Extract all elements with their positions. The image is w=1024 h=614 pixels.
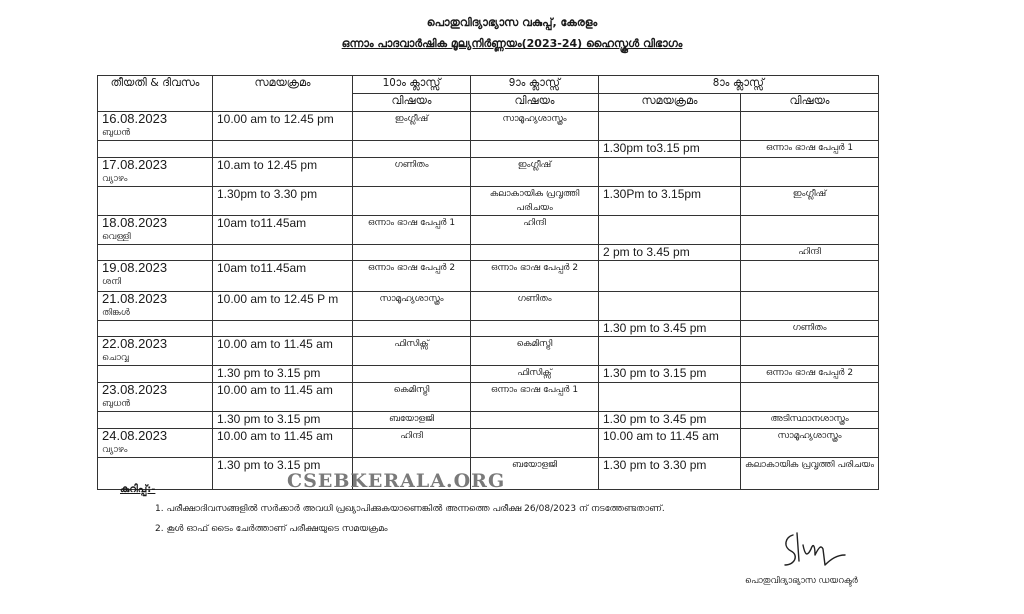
cell-day: ബുധൻ — [102, 399, 131, 409]
cell-time-8: 1.30 pm to 3.45 pm — [599, 321, 741, 337]
cell-day: തിങ്കൾ — [102, 308, 130, 318]
cell-subject-10: ഒന്നാം ഭാഷ പേപ്പർ 2 — [353, 261, 471, 292]
cell-subject-9 — [471, 429, 599, 458]
cell-day: ചൊവ്വ — [102, 353, 129, 363]
header-date-day: തീയതി & ദിവസം — [98, 76, 213, 112]
cell-time: 10.00 am to 11.45 am — [213, 383, 353, 412]
cell-time-8 — [599, 292, 741, 321]
cell-date: 22.08.2023 — [102, 336, 168, 351]
cell-subject-10: സാമൂഹ്യശാസ്ത്രം — [353, 292, 471, 321]
cell-time: 10.00 am to 12.45 pm — [213, 112, 353, 141]
cell-subject-9 — [471, 141, 599, 158]
table-row — [98, 412, 879, 429]
cell-subject-8: കലാകായിക പ്രവൃത്തി പരിചയം — [741, 458, 879, 490]
note-1: 1. പരീക്ഷാദിവസങ്ങളിൽ സർക്കാർ അവധി പ്രഖ്യാപിക്കുകയാണെങ്കിൽ അന്നത്തെ പരീക്ഷ 26/08/2023 ന് നടത്തേണ്ടതാണ്. — [155, 504, 665, 514]
cell-time: 10.00 am to 11.45 am — [213, 429, 353, 458]
cell-time-8: 1.30 pm to 3.30 pm — [599, 458, 741, 490]
cell-subject-8: ഇംഗ്ലീഷ് — [741, 187, 879, 216]
cell-subject-10: ഇംഗ്ലീഷ് — [353, 112, 471, 141]
cell-time: 1.30 pm to 3.15 pm — [213, 412, 353, 429]
notes-title: കുറിപ്പ്:- — [120, 484, 156, 495]
cell-subject-9: സാമൂഹ്യശാസ്ത്രം — [471, 112, 599, 141]
cell-date-day — [98, 429, 213, 458]
cell-date-day — [98, 412, 213, 429]
header-subject8: വിഷയം — [741, 94, 879, 112]
cell-subject-8 — [741, 337, 879, 366]
cell-subject-8: ഗണിതം — [741, 321, 879, 337]
cell-time-8 — [599, 216, 741, 245]
cell-date: 23.08.2023 — [102, 382, 168, 397]
cell-date-day — [98, 366, 213, 383]
table-row — [98, 245, 879, 261]
cell-subject-10 — [353, 141, 471, 158]
cell-subject-9: ഒന്നാം ഭാഷ പേപ്പർ 2 — [471, 261, 599, 292]
cell-date-day — [98, 187, 213, 216]
cell-date: 17.08.2023 — [102, 157, 168, 172]
table-row — [98, 187, 879, 216]
cell-subject-10: ബയോളജി — [353, 412, 471, 429]
cell-day: ശനി — [102, 277, 122, 287]
cell-date-day — [98, 383, 213, 412]
header-class10: 10ാം ക്ലാസ്സ് — [353, 76, 471, 94]
header-exam-title: ഒന്നാം പാദവാർഷിക മൂല്യനിർണ്ണയം(2023-24) ഹൈസ്കൂൾ വിഭാഗം — [341, 37, 683, 50]
watermark: CSEBKERALA.ORG — [287, 470, 506, 492]
cell-subject-8 — [741, 292, 879, 321]
table-row — [98, 366, 879, 383]
cell-subject-9: ഇംഗ്ലീഷ് — [471, 158, 599, 187]
table-row — [98, 141, 879, 158]
cell-subject-9: കലാകായിക പ്രവൃത്തി പരിചയം — [471, 187, 599, 216]
cell-time — [213, 321, 353, 337]
cell-date-day — [98, 292, 213, 321]
cell-date-day — [98, 216, 213, 245]
cell-subject-8 — [741, 112, 879, 141]
cell-subject-8: സാമൂഹ്യശാസ്ത്രം — [741, 429, 879, 458]
cell-date-day — [98, 261, 213, 292]
cell-subject-9 — [471, 321, 599, 337]
header-time8: സമയക്രമം — [599, 94, 741, 112]
timetable — [97, 75, 879, 490]
cell-time-8: 2 pm to 3.45 pm — [599, 245, 741, 261]
cell-time-8 — [599, 383, 741, 412]
signature — [775, 525, 855, 577]
cell-subject-8: ഒന്നാം ഭാഷ പേപ്പർ 2 — [741, 366, 879, 383]
header-class9: 9ാം ക്ലാസ്സ് — [471, 76, 599, 94]
cell-day: വ്യാഴം — [102, 445, 128, 455]
cell-time-8 — [599, 158, 741, 187]
cell-time-8 — [599, 112, 741, 141]
cell-date: 18.08.2023 — [102, 215, 168, 230]
header-time: സമയക്രമം — [213, 76, 353, 112]
cell-time: 10.am to 12.45 pm — [213, 158, 353, 187]
cell-subject-8 — [741, 383, 879, 412]
cell-subject-9: ഗണിതം — [471, 292, 599, 321]
cell-subject-10: ഫിസിക്സ് — [353, 337, 471, 366]
cell-time: 10.00 am to 11.45 am — [213, 337, 353, 366]
table-row — [98, 429, 879, 458]
cell-day: വ്യാഴം — [102, 174, 128, 184]
table-row — [98, 292, 879, 321]
cell-subject-8: ഒന്നാം ഭാഷ പേപ്പർ 1 — [741, 141, 879, 158]
cell-date: 21.08.2023 — [102, 291, 168, 306]
cell-time-8: 10.00 am to 11.45 am — [599, 429, 741, 458]
cell-time: 10.00 am to 12.45 P m — [213, 292, 353, 321]
cell-subject-8 — [741, 216, 879, 245]
cell-date-day — [98, 158, 213, 187]
cell-time — [213, 141, 353, 158]
cell-subject-9: ഫിസിക്സ് — [471, 366, 599, 383]
cell-subject-8: അടിസ്ഥാനശാസ്ത്രം — [741, 412, 879, 429]
header-subject9: വിഷയം — [471, 94, 599, 112]
cell-subject-10 — [353, 321, 471, 337]
cell-subject-10 — [353, 187, 471, 216]
cell-time: 1.30 pm to 3.15 pm — [213, 366, 353, 383]
cell-subject-9 — [471, 412, 599, 429]
cell-date-day — [98, 141, 213, 158]
cell-date: 19.08.2023 — [102, 260, 168, 275]
cell-day: വെള്ളി — [102, 232, 131, 242]
header-class8: 8ാം ക്ലാസ്സ് — [599, 76, 879, 94]
cell-time: 1.30 pm to 3.15 pm — [213, 458, 353, 490]
cell-date: 16.08.2023 — [102, 111, 168, 126]
cell-time-8 — [599, 337, 741, 366]
cell-subject-10 — [353, 245, 471, 261]
cell-subject-10: ഒന്നാം ഭാഷ പേപ്പർ 1 — [353, 216, 471, 245]
cell-date-day — [98, 337, 213, 366]
table-row — [98, 337, 879, 366]
cell-subject-9 — [471, 245, 599, 261]
table-row — [98, 383, 879, 412]
cell-subject-9: ഹിന്ദി — [471, 216, 599, 245]
cell-subject-10 — [353, 366, 471, 383]
header-subject10: വിഷയം — [353, 94, 471, 112]
cell-subject-9: ഒന്നാം ഭാഷ പേപ്പർ 1 — [471, 383, 599, 412]
table-row — [98, 112, 879, 141]
cell-time-8: 1.30 pm to 3.45 pm — [599, 412, 741, 429]
cell-time-8 — [599, 261, 741, 292]
table-row — [98, 216, 879, 245]
cell-date-day — [98, 245, 213, 261]
cell-subject-8: ഹിന്ദി — [741, 245, 879, 261]
cell-date-day — [98, 112, 213, 141]
table-row — [98, 158, 879, 187]
cell-subject-9: കെമിസ്ട്രി — [471, 337, 599, 366]
table-row — [98, 261, 879, 292]
cell-subject-8 — [741, 261, 879, 292]
cell-time — [213, 245, 353, 261]
signatory-title: പൊതുവിദ്യാഭ്യാസ ഡയറക്ടർ — [745, 576, 858, 586]
cell-subject-10: ഗണിതം — [353, 158, 471, 187]
cell-day: ബുധൻ — [102, 128, 131, 138]
cell-time-8: 1.30 pm to 3.15 pm — [599, 366, 741, 383]
cell-time: 10am to11.45am — [213, 216, 353, 245]
header-department: പൊതുവിദ്യാഭ്യാസ വകുപ്പ്, കേരളം — [426, 16, 598, 29]
note-2: 2. കൂൾ ഓഫ് ടൈം ചേർത്താണ് പരീക്ഷയുടെ സമയക്രമം — [155, 524, 388, 534]
cell-subject-10: കെമിസ്ട്രി — [353, 383, 471, 412]
cell-subject-8 — [741, 158, 879, 187]
cell-subject-9: ബയോളജി — [471, 458, 599, 490]
cell-time: 1.30pm to 3.30 pm — [213, 187, 353, 216]
cell-date-day — [98, 321, 213, 337]
cell-time-8: 1.30Pm to 3.15pm — [599, 187, 741, 216]
cell-time: 10am to11.45am — [213, 261, 353, 292]
cell-time-8: 1.30pm to3.15 pm — [599, 141, 741, 158]
cell-subject-10: ഹിന്ദി — [353, 429, 471, 458]
table-row — [98, 321, 879, 337]
cell-date: 24.08.2023 — [102, 428, 168, 443]
